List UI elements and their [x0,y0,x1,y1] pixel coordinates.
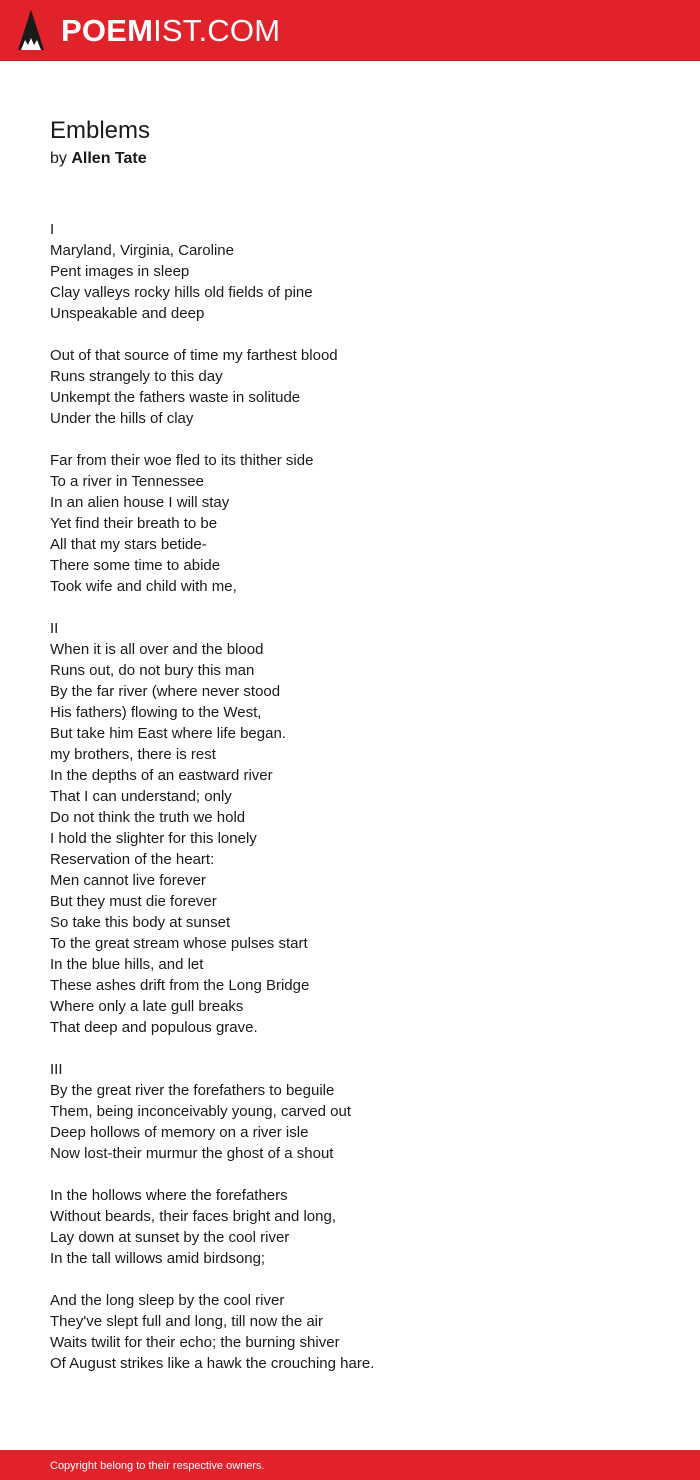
stanza-gap [50,429,650,450]
stanza-gap [50,597,650,618]
logo-text-strong: POEM [61,13,154,48]
poem-line: In an alien house I will stay [50,494,230,511]
poem-line: His fathers) flowing to the West, [50,704,262,721]
poem-stanza [50,618,650,1038]
poem-line: Far from their woe fled to its thither side [50,452,314,469]
poem-line: Under the hills of clay [50,410,194,427]
poem-stanza [50,219,650,324]
poem-author: Allen Tate [71,150,147,167]
poem-body [50,219,650,1374]
poem-line: Men cannot live forever [50,872,206,889]
poem-line: Clay valleys rocky hills old fields of pine [50,284,313,301]
poem-line: In the tall willows amid birdsong; [50,1250,266,1267]
poem-line: Yet find their breath to be [50,515,218,532]
poem-line: I [50,221,55,238]
site-footer [0,1450,700,1480]
pencil-tip-icon [17,9,45,53]
poem-line: To a river in Tennessee [50,473,204,490]
site-logo-link[interactable] [17,9,280,53]
poem-stanza [50,1185,650,1269]
poem-line: Unkempt the fathers waste in solitude [50,389,301,406]
logo-text-rest: IST.COM [153,13,281,48]
poem-line: my brothers, there is rest [50,746,216,763]
stanza-gap [50,1164,650,1185]
stanza-gap [50,1038,650,1059]
poem-line: When it is all over and the blood [50,641,264,658]
poem-line: Now lost-their murmur the ghost of a shout [50,1145,334,1162]
poem-line: Unspeakable and deep [50,305,205,322]
poem-line: Reservation of the heart: [50,851,215,868]
poem-line: By the far river (where never stood [50,683,281,700]
stanza-gap [50,1269,650,1290]
poem-byline [50,149,650,169]
poem-line: Runs out, do not bury this man [50,662,255,679]
poem-line: Without beards, their faces bright and long, [50,1208,336,1225]
poem-line: Maryland, Virginia, Caroline [50,242,234,259]
poem-line: Runs strangely to this day [50,368,223,385]
poem-line: Deep hollows of memory on a river isle [50,1124,309,1141]
poem-line: Lay down at sunset by the cool river [50,1229,290,1246]
poem-line: Of August strikes like a hawk the crouching hare. [50,1355,375,1372]
poem-line: That I can understand; only [50,788,232,805]
poem-line: Pent images in sleep [50,263,190,280]
poem-line: Them, being inconceivably young, carved out [50,1103,352,1120]
poem-line: Waits twilit for their echo; the burning shiver [50,1334,340,1351]
poem-line: There some time to abide [50,557,221,574]
stanza-gap [50,324,650,345]
poem-line: They've slept full and long, till now the air [50,1313,324,1330]
poem-line: III [50,1061,63,1078]
poem-stanza [50,450,650,597]
poem-stanza [50,345,650,429]
poem-line: But they must die forever [50,893,217,910]
poem-stanza [50,1059,650,1164]
poem-line: To the great stream whose pulses start [50,935,308,952]
poem-line: I hold the slighter for this lonely [50,830,257,847]
poem-line: But take him East where life began. [50,725,286,742]
poem-title: Emblems [50,117,151,144]
footer-copyright: Copyright belong to their respective owners. [50,1460,265,1472]
poem-line: These ashes drift from the Long Bridge [50,977,310,994]
poem-line: That deep and populous grave. [50,1019,258,1036]
poem-line: II [50,620,59,637]
poem-line: In the hollows where the forefathers [50,1187,288,1204]
poem-line: In the depths of an eastward river [50,767,273,784]
poem-line: Took wife and child with me, [50,578,237,595]
poem-line: Out of that source of time my farthest blood [50,347,338,364]
poem-line: In the blue hills, and let [50,956,204,973]
poem-header [50,116,650,169]
poem-stanza [50,1290,650,1374]
poem-line: So take this body at sunset [50,914,231,931]
poem-line: All that my stars betide- [50,536,207,553]
site-header [0,0,700,61]
poem-line: By the great river the forefathers to beguile [50,1082,335,1099]
poem-line: Do not think the truth we hold [50,809,246,826]
site-logo-text [61,9,280,53]
poem-line: Where only a late gull breaks [50,998,244,1015]
byline-prefix: by [50,150,67,167]
poem-line: And the long sleep by the cool river [50,1292,285,1309]
